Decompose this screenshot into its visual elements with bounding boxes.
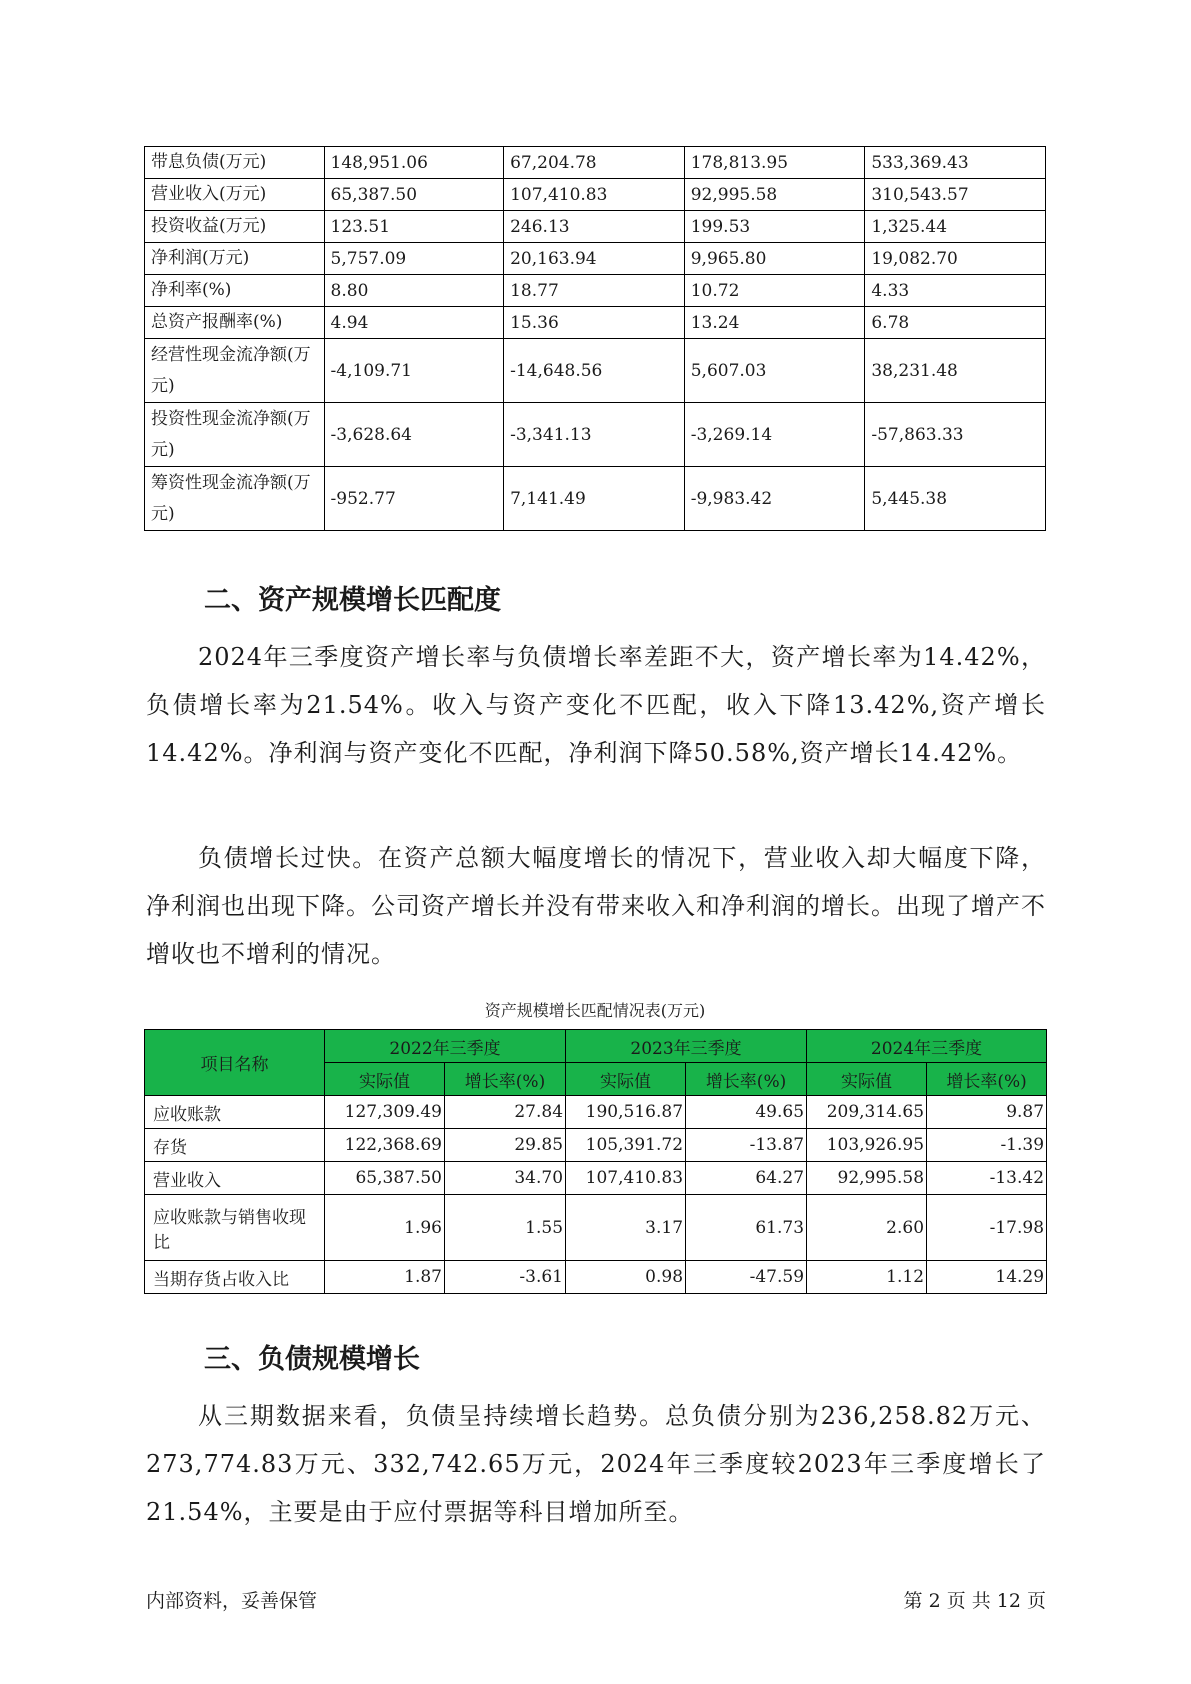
section-heading: 三、负债规模增长 [204, 1344, 420, 1375]
table-cell: 3.17 [566, 1195, 686, 1261]
table-row [145, 179, 1046, 211]
row-label: 带息负债(万元) [145, 147, 325, 179]
table-cell: 8.80 [324, 275, 504, 307]
table-cell: 209,314.65 [807, 1096, 927, 1129]
row-label: 应收账款 [145, 1096, 325, 1129]
row-label: 营业收入(万元) [145, 179, 325, 211]
table-caption: 资产规模增长匹配情况表(万元) [484, 1001, 706, 1020]
table-cell: 38,231.48 [865, 339, 1046, 403]
table-cell: 0.98 [566, 1261, 686, 1294]
footer-page-number: 第 2 页 共 12 页 [903, 1590, 1046, 1612]
row-label: 净利率(%) [145, 275, 325, 307]
table-cell: -14,648.56 [504, 339, 685, 403]
row-label: 净利润(万元) [145, 243, 325, 275]
table-row [145, 467, 1046, 531]
table-cell: 1,325.44 [865, 211, 1046, 243]
table-cell: -1.39 [927, 1129, 1047, 1162]
table-cell: -47.59 [686, 1261, 807, 1294]
column-header-period: 2024年三季度 [807, 1030, 1047, 1063]
table-row [145, 211, 1046, 243]
table-row [145, 1129, 1047, 1162]
table-row [145, 275, 1046, 307]
table-cell: 533,369.43 [865, 147, 1046, 179]
table-cell: 92,995.58 [807, 1162, 927, 1195]
table-cell: 18.77 [504, 275, 685, 307]
table-cell: 199.53 [684, 211, 865, 243]
table-cell: 15.36 [504, 307, 685, 339]
paragraph: 从三期数据来看，负债呈持续增长趋势。总负债分别为236,258.82万元、273,774.83万元、332,742.65万元，2024年三季度较2023年三季度增长了21.54%，主要是由于应付票据等科目增加所至。 [146, 1402, 1046, 1526]
section-heading: 二、资产规模增长匹配度 [204, 585, 501, 616]
table-cell: 246.13 [504, 211, 685, 243]
table-row [145, 403, 1046, 467]
table-row [145, 1195, 1047, 1261]
table-cell: -13.87 [686, 1129, 807, 1162]
table-cell: 4.33 [865, 275, 1046, 307]
column-header-growth: 增长率(%) [927, 1063, 1047, 1096]
table-cell: 19,082.70 [865, 243, 1046, 275]
column-header-growth: 增长率(%) [445, 1063, 566, 1096]
table-cell: 10.72 [684, 275, 865, 307]
table-cell: 178,813.95 [684, 147, 865, 179]
column-header-actual: 实际值 [325, 1063, 445, 1096]
asset-growth-match-table [144, 1029, 1047, 1294]
table-cell: 1.87 [325, 1261, 445, 1294]
table-cell: 4.94 [324, 307, 504, 339]
table-cell: -3,628.64 [324, 403, 504, 467]
table-cell: 64.27 [686, 1162, 807, 1195]
table-cell: 190,516.87 [566, 1096, 686, 1129]
table-cell: 61.73 [686, 1195, 807, 1261]
table-cell: -4,109.71 [324, 339, 504, 403]
table-cell: 92,995.58 [684, 179, 865, 211]
table-row [145, 1096, 1047, 1129]
table-cell: 5,607.03 [684, 339, 865, 403]
table-row [145, 1162, 1047, 1195]
row-label: 筹资性现金流净额(万元) [145, 467, 325, 531]
table-cell: 1.55 [445, 1195, 566, 1261]
table-cell: -3.61 [445, 1261, 566, 1294]
table-cell: 122,368.69 [325, 1129, 445, 1162]
table-cell: 103,926.95 [807, 1129, 927, 1162]
table-row [145, 339, 1046, 403]
table-cell: 5,445.38 [865, 467, 1046, 531]
footer-confidential-note: 内部资料，妥善保管 [146, 1590, 318, 1612]
table-cell: 148,951.06 [324, 147, 504, 179]
table-cell: 65,387.50 [325, 1162, 445, 1195]
column-header-growth: 增长率(%) [686, 1063, 807, 1096]
table-cell: 13.24 [684, 307, 865, 339]
table-cell: 34.70 [445, 1162, 566, 1195]
column-header-period: 2022年三季度 [325, 1030, 566, 1063]
table-cell: -952.77 [324, 467, 504, 531]
table-cell: 27.84 [445, 1096, 566, 1129]
row-label: 投资收益(万元) [145, 211, 325, 243]
row-label: 营业收入 [145, 1162, 325, 1195]
row-label: 当期存货占收入比 [145, 1261, 325, 1294]
table-cell: 49.65 [686, 1096, 807, 1129]
table-cell: -57,863.33 [865, 403, 1046, 467]
table-cell: -9,983.42 [684, 467, 865, 531]
table-cell: 310,543.57 [865, 179, 1046, 211]
table-cell: 123.51 [324, 211, 504, 243]
table-cell: 9.87 [927, 1096, 1047, 1129]
column-header-period: 2023年三季度 [566, 1030, 807, 1063]
table-cell: 107,410.83 [504, 179, 685, 211]
table-cell: 5,757.09 [324, 243, 504, 275]
row-label: 应收账款与销售收现比 [145, 1195, 325, 1261]
row-label: 经营性现金流净额(万元) [145, 339, 325, 403]
table-cell: -13.42 [927, 1162, 1047, 1195]
table-cell: 14.29 [927, 1261, 1047, 1294]
table-cell: 2.60 [807, 1195, 927, 1261]
table-header-row [145, 1030, 1047, 1063]
table-cell: 105,391.72 [566, 1129, 686, 1162]
table-row [145, 243, 1046, 275]
column-header-actual: 实际值 [807, 1063, 927, 1096]
table-row [145, 1261, 1047, 1294]
table-cell: 7,141.49 [504, 467, 685, 531]
row-label: 总资产报酬率(%) [145, 307, 325, 339]
table-cell: 107,410.83 [566, 1162, 686, 1195]
table-cell: -3,269.14 [684, 403, 865, 467]
paragraph: 负债增长过快。在资产总额大幅度增长的情况下，营业收入却大幅度下降，净利润也出现下降。公司资产增长并没有带来收入和净利润的增长。出现了增产不增收也不增利的情况。 [146, 844, 1046, 968]
table-cell: 29.85 [445, 1129, 566, 1162]
paragraph: 2024年三季度资产增长率与负债增长率差距不大，资产增长率为14.42%，负债增长率为21.54%。收入与资产变化不匹配，收入下降13.42%,资产增长14.42%。净利润与资产变化不匹配，净利润下降50.58%,资产增长14.42%。 [146, 643, 1046, 767]
table-cell: 65,387.50 [324, 179, 504, 211]
table-cell: 20,163.94 [504, 243, 685, 275]
table-row [145, 307, 1046, 339]
table-cell: 67,204.78 [504, 147, 685, 179]
table-cell: 9,965.80 [684, 243, 865, 275]
row-label: 投资性现金流净额(万元) [145, 403, 325, 467]
column-header-actual: 实际值 [566, 1063, 686, 1096]
table-cell: 1.12 [807, 1261, 927, 1294]
table-cell: -17.98 [927, 1195, 1047, 1261]
financial-indicators-table [144, 146, 1046, 531]
table-cell: 6.78 [865, 307, 1046, 339]
table-cell: 127,309.49 [325, 1096, 445, 1129]
row-label: 存货 [145, 1129, 325, 1162]
column-header-item: 项目名称 [145, 1030, 325, 1096]
table-cell: -3,341.13 [504, 403, 685, 467]
table-row [145, 147, 1046, 179]
table-cell: 1.96 [325, 1195, 445, 1261]
